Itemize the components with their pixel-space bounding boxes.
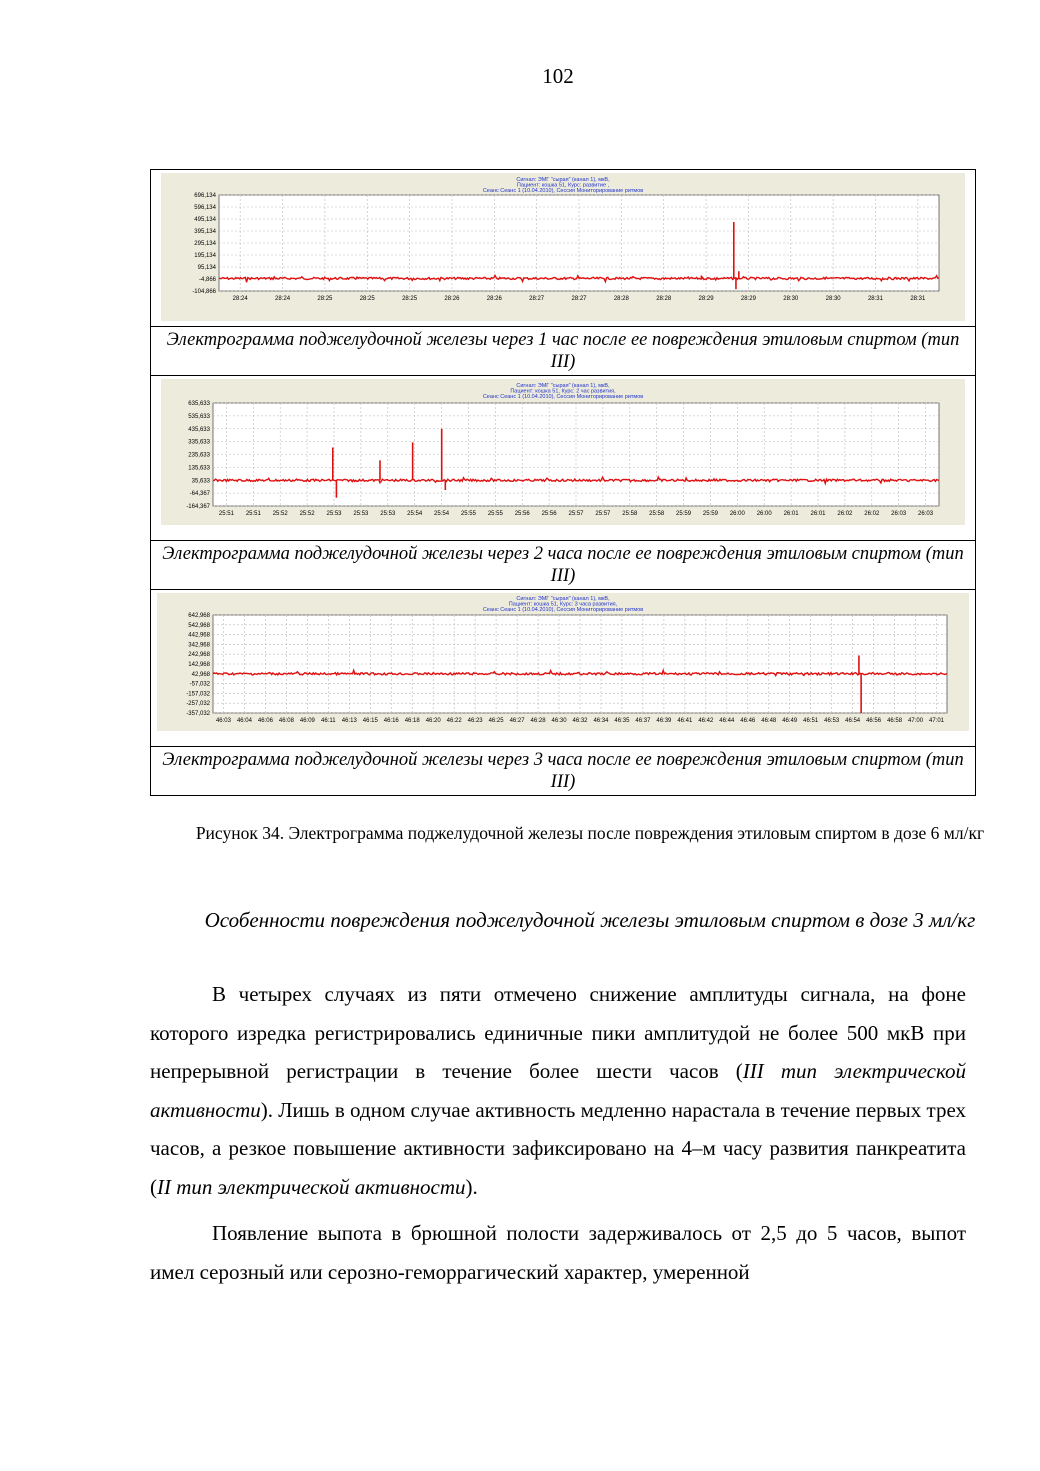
- y-tick-label: 495,134: [194, 217, 216, 223]
- chart-title-line: Пациент: кошка 51, Курс: 3 часа развития,: [508, 601, 618, 608]
- x-tick-label: 28:31: [910, 296, 926, 302]
- x-tick-label: 46:06: [257, 718, 273, 724]
- x-tick-label: 46:51: [803, 718, 819, 724]
- chart-title-line: Сеанс Сеанс 1 (10.04.2010), Сессия Мониторирование ритмов: [482, 394, 644, 400]
- x-tick-label: 25:56: [514, 511, 530, 517]
- chart-title-line: Сеанс Сеанс 1 (10.04.2010), Сессия Мониторирование ритмов: [482, 607, 644, 613]
- x-tick-label: 46:15: [362, 718, 378, 724]
- x-tick-label: 46:03: [215, 718, 231, 724]
- x-tick-label: 46:37: [635, 718, 651, 724]
- chart-1-svg: [161, 173, 965, 321]
- chart-2: [161, 379, 965, 525]
- x-tick-label: 28:29: [740, 296, 756, 302]
- x-tick-label: 28:27: [571, 296, 587, 302]
- y-tick-label: 35,633: [191, 478, 210, 485]
- body-text: [150, 975, 966, 1291]
- x-tick-label: 28:28: [613, 296, 629, 302]
- paragraph-2: Появление выпота в брюшной полости задерживалось от 2,5 до 5 часов, выпот имел серозный или серозно-геморрагический характер, умеренной: [150, 1221, 966, 1284]
- x-tick-label: 28:28: [656, 296, 672, 302]
- x-tick-label: 28:30: [825, 296, 841, 302]
- x-tick-label: 47:00: [908, 718, 924, 724]
- x-tick-label: 25:51: [218, 511, 234, 517]
- y-tick-label: 42,968: [191, 671, 210, 678]
- y-tick-label: 696,134: [194, 193, 216, 199]
- x-tick-label: 26:03: [918, 511, 934, 517]
- figure-caption: Рисунок 34. Электрограмма поджелудочной железы после повреждения этиловым спиртом в дозе 6 мл/кг: [195, 823, 985, 843]
- x-tick-label: 28:26: [444, 296, 460, 302]
- page-number: 102: [542, 64, 574, 88]
- chart-3: [157, 593, 969, 731]
- x-tick-label: 25:52: [299, 511, 315, 517]
- caption-row-2: [151, 541, 976, 590]
- x-tick-label: 28:25: [402, 296, 418, 302]
- x-tick-label: 25:57: [595, 511, 611, 517]
- x-tick-label: 46:11: [321, 718, 336, 724]
- y-tick-label: -64,367: [189, 491, 210, 498]
- x-tick-label: 28:30: [783, 296, 799, 302]
- panel-caption-1: Электрограмма поджелудочной железы через 1 час после ее повреждения этиловым спиртом (тип III): [166, 330, 960, 372]
- y-tick-label: 342,968: [188, 642, 210, 649]
- x-tick-label: 26:01: [783, 511, 799, 517]
- chart-title-line: Сеанс Сеанс 1 (10.04.2010), Сессия Мониторирование ритмов: [482, 188, 644, 194]
- x-tick-label: 25:57: [568, 511, 584, 517]
- y-tick-label: 395,134: [194, 229, 216, 235]
- paragraph-1-italic-b: II тип электрической активности: [157, 1174, 466, 1199]
- y-tick-label: -4,866: [198, 277, 216, 283]
- x-tick-label: 47:01: [929, 718, 945, 724]
- section-title: Особенности повреждения поджелудочной железы этиловым спиртом в дозе 3 мл/кг: [204, 908, 976, 932]
- x-tick-label: 25:51: [245, 511, 261, 517]
- x-tick-label: 28:24: [275, 296, 291, 302]
- x-tick-label: 46:20: [425, 718, 441, 724]
- y-tick-label: -157,032: [186, 691, 210, 698]
- x-tick-label: 28:25: [359, 296, 375, 302]
- x-tick-label: 46:04: [236, 718, 252, 724]
- chart-title-line: Сигнал: ЭМГ "сырая" (канал 1), мкВ,: [516, 596, 610, 602]
- y-tick-label: 142,968: [188, 662, 210, 668]
- x-tick-label: 26:03: [891, 511, 907, 517]
- x-tick-label: 25:53: [380, 511, 396, 517]
- x-tick-label: 46:13: [341, 718, 357, 724]
- paragraph-1-text-a: В четырех случаях из пяти отмечено снижение амплитуды сигнала, на фоне которого изредка регистрировались единичные пики амплитудой не более 500 мкВ при непрерывной регистрации в течение более шести часов (: [150, 982, 966, 1083]
- y-tick-label: 642,968: [188, 613, 210, 619]
- chart-row-3: [151, 590, 976, 747]
- y-tick-label: 542,968: [188, 622, 210, 629]
- chart-1: [161, 173, 965, 321]
- x-tick-label: 46:49: [782, 718, 798, 724]
- x-tick-label: 25:58: [622, 511, 638, 517]
- x-tick-label: 25:59: [676, 511, 692, 517]
- y-tick-label: 135,633: [188, 465, 210, 472]
- y-tick-label: 335,633: [188, 439, 210, 446]
- x-tick-label: 46:41: [677, 718, 693, 724]
- x-tick-label: 25:52: [272, 511, 288, 517]
- panel-caption-3: Электрограмма поджелудочной железы через 3 часа после ее повреждения этиловым спиртом (тип III): [162, 750, 964, 792]
- x-tick-label: 46:56: [866, 718, 882, 724]
- chart-3-svg: [157, 593, 969, 731]
- x-tick-label: 28:31: [867, 296, 883, 302]
- x-tick-label: 46:28: [530, 718, 546, 724]
- y-tick-label: -57,032: [189, 681, 210, 688]
- y-tick-label: -357,032: [186, 711, 210, 717]
- paragraph-1-italic-a: III тип электрической активности: [150, 1059, 967, 1122]
- x-tick-label: 46:27: [509, 718, 525, 724]
- y-tick-label: 635,633: [188, 401, 210, 407]
- x-tick-label: 26:00: [729, 511, 745, 517]
- caption-row-1: [151, 327, 976, 376]
- x-tick-label: 26:02: [864, 511, 880, 517]
- x-tick-label: 46:35: [614, 718, 630, 724]
- x-tick-label: 46:48: [761, 718, 777, 724]
- x-tick-label: 46:23: [467, 718, 483, 724]
- y-tick-label: 195,134: [194, 253, 216, 259]
- x-tick-label: 46:08: [278, 718, 294, 724]
- x-tick-label: 46:53: [824, 718, 840, 724]
- figure-table: [150, 169, 976, 796]
- y-tick-label: 242,968: [188, 652, 210, 659]
- y-tick-label: 535,633: [188, 413, 210, 420]
- x-tick-label: 25:59: [702, 511, 718, 517]
- chart-2-svg: [161, 379, 965, 525]
- x-tick-label: 25:54: [434, 511, 450, 517]
- y-tick-label: 295,134: [194, 241, 216, 247]
- x-tick-label: 46:42: [698, 718, 714, 724]
- paragraph-1-text-c: ).: [465, 1174, 478, 1199]
- x-tick-label: 28:29: [698, 296, 714, 302]
- x-tick-label: 46:34: [593, 718, 609, 724]
- chart-row-2: [151, 376, 976, 541]
- x-tick-label: 46:54: [845, 718, 861, 724]
- x-tick-label: 46:32: [572, 718, 588, 724]
- y-tick-label: 235,633: [188, 452, 210, 459]
- panel-caption-2: Электрограмма поджелудочной железы через 2 часа после ее повреждения этиловым спиртом (тип III): [162, 544, 964, 586]
- x-tick-label: 46:46: [740, 718, 756, 724]
- chart-title-line: Сигнал: ЭМГ "сырая" (канал 1), мкВ,: [516, 177, 610, 183]
- x-tick-label: 25:55: [487, 511, 503, 517]
- y-tick-label: -257,032: [186, 701, 210, 708]
- paragraph-1-text-b: ). Лишь в одном случае активность медленно нарастала в течение первых трех часов, а резкое повышение активности зафиксировано на 4–м часу развития панкреатита (: [150, 1097, 966, 1199]
- x-tick-label: 25:54: [407, 511, 423, 517]
- x-tick-label: 28:25: [317, 296, 333, 302]
- x-tick-label: 28:26: [486, 296, 502, 302]
- x-tick-label: 25:53: [326, 511, 342, 517]
- y-tick-label: 95,134: [197, 265, 216, 271]
- x-tick-label: 46:18: [404, 718, 420, 724]
- x-tick-label: 46:22: [446, 718, 462, 724]
- x-tick-label: 46:39: [656, 718, 672, 724]
- chart-row-1: [151, 170, 976, 327]
- x-tick-label: 46:25: [488, 718, 504, 724]
- y-tick-label: -164,367: [186, 504, 210, 510]
- y-tick-label: 596,134: [194, 205, 216, 211]
- x-tick-label: 28:24: [232, 296, 248, 302]
- chart-title-line: Пациент: кошка 51, Курс: 2 час развития,: [510, 388, 616, 395]
- x-tick-label: 46:16: [383, 718, 399, 724]
- chart-title-line: Пациент: кошка 51, Курс: развитие ,: [516, 182, 610, 189]
- caption-row-3: [151, 747, 976, 796]
- y-tick-label: 442,968: [188, 632, 210, 639]
- x-tick-label: 26:02: [837, 511, 853, 517]
- y-tick-label: 435,633: [188, 426, 210, 433]
- paragraph-1: [150, 975, 966, 1206]
- x-tick-label: 28:27: [529, 296, 545, 302]
- y-tick-label: -104,866: [192, 289, 216, 295]
- x-tick-label: 46:58: [887, 718, 903, 724]
- x-tick-label: 46:30: [551, 718, 567, 724]
- x-tick-label: 26:01: [810, 511, 826, 517]
- chart-title-line: Сигнал: ЭМГ "сырая" (канал 1), мкВ,: [516, 383, 610, 389]
- x-tick-label: 25:55: [460, 511, 476, 517]
- x-tick-label: 25:58: [649, 511, 665, 517]
- x-tick-label: 46:09: [299, 718, 315, 724]
- x-tick-label: 25:53: [353, 511, 369, 517]
- x-tick-label: 46:44: [719, 718, 735, 724]
- x-tick-label: 26:00: [756, 511, 772, 517]
- x-tick-label: 25:56: [541, 511, 557, 517]
